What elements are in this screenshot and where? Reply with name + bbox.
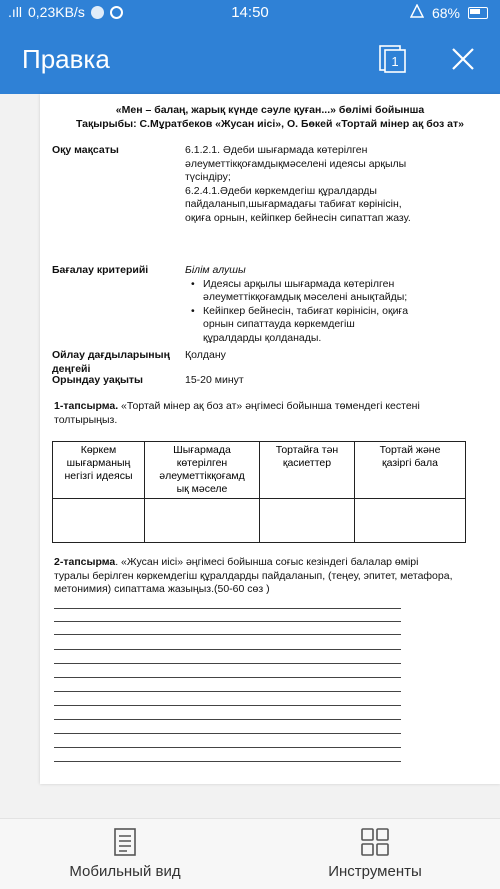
answer-line[interactable] bbox=[54, 761, 401, 762]
answer-line[interactable] bbox=[54, 608, 401, 609]
header-line: ық мәселе bbox=[176, 483, 228, 495]
task1-text: «Тортай мінер ақ боз ат» әңгімесі бойынша төмендегі кестені bbox=[118, 400, 420, 412]
bullet-icon: • bbox=[191, 304, 195, 317]
task2-text: . «Жусан иісі» әңгімесі бойынша соғыс кезіндегі балалар өмірі bbox=[115, 556, 419, 568]
pages-count: 1 bbox=[391, 54, 399, 69]
doc-header-line2: Тақырыбы: С.Мұратбеков «Жусан иісі», О. Бөкей «Тортай мінер ақ боз ат» bbox=[76, 118, 464, 130]
objective-line: пайдаланып,шығармадағы табиғат көрінісін, bbox=[185, 198, 402, 210]
objectives-label: Оқу мақсаты bbox=[52, 144, 119, 156]
tools-button[interactable] bbox=[315, 827, 435, 880]
thinking-value: Қолдану bbox=[185, 349, 226, 361]
mobile-view-label: Мобильный вид bbox=[69, 863, 181, 880]
criteria-item bbox=[185, 278, 455, 305]
objective-line: 6.1.2.1. Әдеби шығармада көтерілген bbox=[185, 144, 368, 156]
header-line: Шығармада bbox=[173, 444, 231, 456]
criteria-line: Кейіпкер бейнесін, табиғат көрінісін, оқиға bbox=[203, 304, 409, 317]
task2-label: 2-тапсырма bbox=[54, 556, 116, 568]
objective-line: 6.2.4.1.Әдеби көркемдегіш құралдарды bbox=[185, 184, 377, 197]
table-row bbox=[53, 499, 466, 543]
mobile-view-button[interactable] bbox=[55, 827, 195, 880]
criteria-label: Бағалау критерийі bbox=[52, 264, 149, 276]
header-line: көтерілген bbox=[176, 457, 228, 469]
header-line: негізгі идеясы bbox=[64, 470, 133, 482]
table-cell[interactable] bbox=[145, 499, 260, 543]
pages-button[interactable] bbox=[378, 44, 408, 74]
table-cell[interactable] bbox=[260, 499, 355, 543]
thinking-label-line: деңгейі bbox=[52, 362, 91, 375]
clock: 14:50 bbox=[231, 4, 269, 21]
header-line: қасиеттер bbox=[282, 457, 332, 469]
thinking-label-line: Ойлау дағдыларының bbox=[52, 349, 170, 361]
task2-text-line2: туралы берілген көркемдегіш құралдарды пайдаланып, (теңеу, эпитет, метафора, bbox=[54, 569, 453, 582]
task1-text-line2: толтырыңыз. bbox=[54, 413, 118, 426]
answer-line[interactable] bbox=[54, 649, 401, 650]
table-header-cell bbox=[145, 442, 260, 499]
grid-icon bbox=[360, 827, 390, 857]
close-icon bbox=[448, 44, 478, 74]
table-header-cell bbox=[260, 442, 355, 499]
time-value: 15-20 минут bbox=[185, 374, 244, 386]
objective-line: әлеуметтікқоғамдықмәселені идеясы арқылы bbox=[185, 157, 407, 170]
criteria-line: әлеуметтікқоғамдық мәселені анықтайды; bbox=[203, 291, 408, 303]
status-bar bbox=[0, 0, 500, 26]
answer-line[interactable] bbox=[54, 677, 401, 678]
criteria-line: Идеясы арқылы шығармада көтерілген bbox=[203, 277, 395, 290]
answer-line[interactable] bbox=[54, 621, 401, 622]
tools-label: Инструменты bbox=[328, 863, 422, 880]
bottom-bar bbox=[0, 818, 500, 889]
criteria-line: құралдарды қолданады. bbox=[203, 331, 322, 344]
header-line: Тортай және bbox=[379, 444, 441, 456]
thinking-label bbox=[52, 349, 170, 376]
task2 bbox=[54, 556, 494, 597]
network-speed: 0,23KB/s bbox=[28, 4, 85, 20]
header-line: шығарманың bbox=[66, 457, 131, 469]
criteria-line: орнын сипаттауда көркемдегіш bbox=[203, 318, 355, 330]
app-title: Правка bbox=[22, 44, 110, 74]
status-right bbox=[410, 4, 488, 21]
answer-line[interactable] bbox=[54, 747, 401, 748]
answer-line[interactable] bbox=[54, 719, 401, 720]
task2-text-line3: метонимия) сипаттама жазыңыз.(50-60 сөз ) bbox=[54, 583, 270, 595]
table-header-cell bbox=[355, 442, 466, 499]
battery-icon bbox=[468, 7, 488, 19]
bullet-icon: • bbox=[191, 277, 195, 290]
objective-line: түсіндіру; bbox=[185, 171, 231, 183]
answer-line[interactable] bbox=[54, 634, 401, 635]
document-page bbox=[40, 94, 500, 784]
criteria-text bbox=[185, 264, 455, 345]
objectives-text bbox=[185, 144, 447, 225]
task1-label: 1-тапсырма. bbox=[54, 400, 119, 412]
task1 bbox=[54, 400, 484, 427]
header-line: қазіргі бала bbox=[382, 457, 438, 469]
close-button[interactable] bbox=[448, 44, 478, 74]
signal-icon: .ıll bbox=[8, 4, 22, 20]
criteria-item bbox=[185, 305, 455, 346]
doc-header-line1: «Мен – балаң, жарық күнде сәуле қуған...» бөлімі бойынша bbox=[115, 104, 425, 116]
table-cell[interactable] bbox=[355, 499, 466, 543]
answer-line[interactable] bbox=[54, 705, 401, 706]
task1-table bbox=[52, 441, 466, 543]
time-label: Орындау уақыты bbox=[52, 374, 144, 386]
no-sim-icon bbox=[410, 4, 424, 21]
header-line: Көркем bbox=[80, 444, 117, 456]
answer-line[interactable] bbox=[54, 663, 401, 664]
document-viewer[interactable] bbox=[0, 94, 500, 818]
criteria-intro: Білім алушы bbox=[185, 264, 246, 276]
table-header-cell bbox=[53, 442, 145, 499]
answer-line[interactable] bbox=[54, 733, 401, 734]
battery-percent: 68% bbox=[431, 4, 460, 21]
pages-icon bbox=[378, 44, 408, 74]
app-bar bbox=[0, 26, 500, 94]
table-header-row bbox=[53, 442, 466, 499]
header-line: Тортайға тән bbox=[275, 444, 339, 456]
answer-line[interactable] bbox=[54, 691, 401, 692]
document-icon bbox=[110, 827, 140, 857]
objective-line: оқиға орнын, кейіпкер бейнесін сипаттап жазу. bbox=[185, 211, 411, 224]
table-cell[interactable] bbox=[53, 499, 145, 543]
header-line: әлеуметтікқоғамд bbox=[159, 470, 245, 482]
